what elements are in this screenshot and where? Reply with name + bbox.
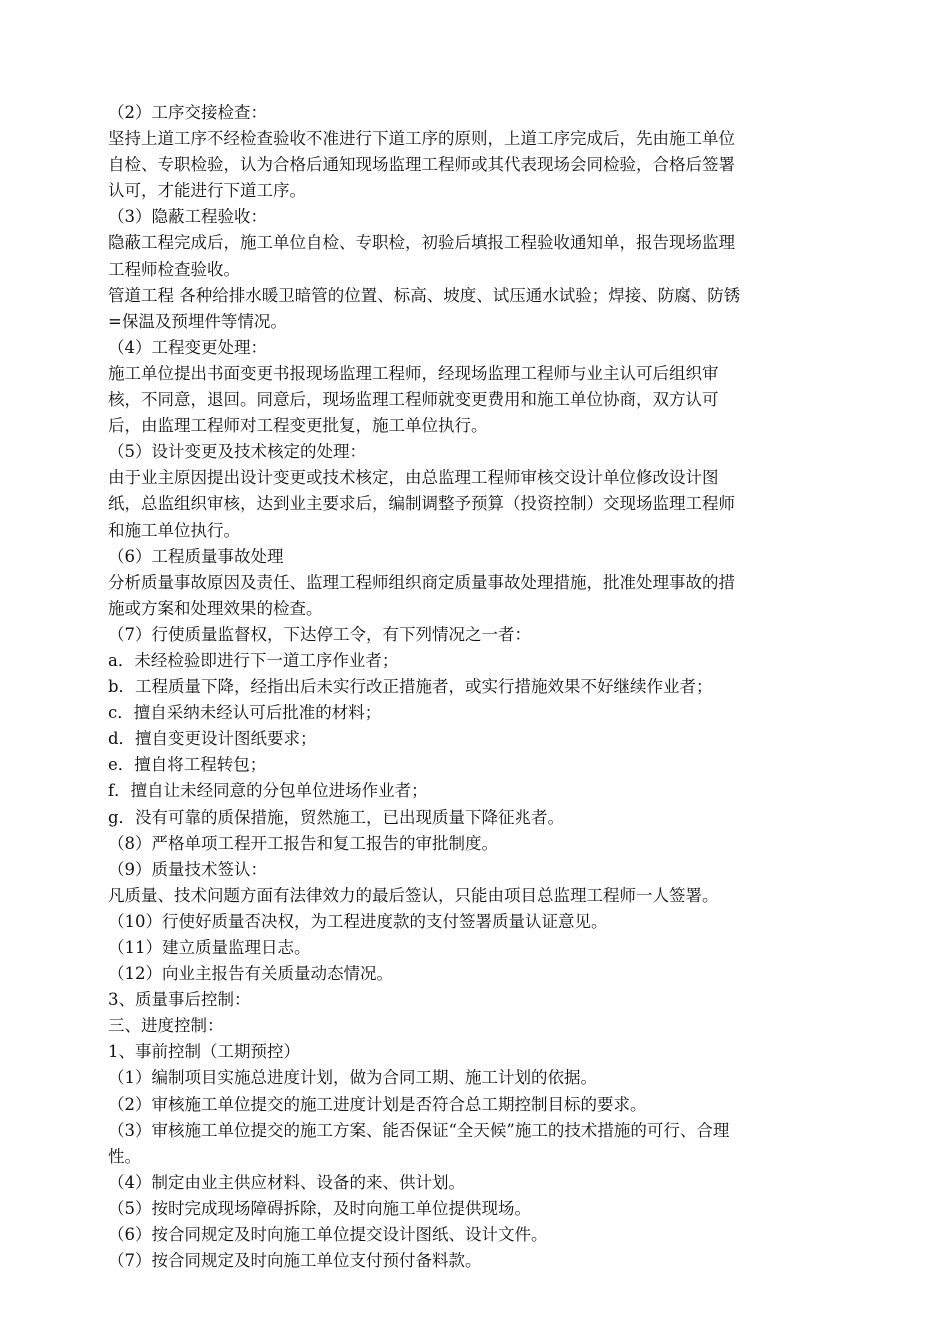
text-line: （9）质量技术签认： [108, 859, 267, 879]
text-line: （2）审核施工单位提交的施工进度计划是否符合总工期控制目标的要求。 [108, 1094, 647, 1114]
text-line: 性。 [108, 1146, 141, 1166]
text-line: 分析质量事故原因及责任、监理工程师组织商定质量事故处理措施，批准处理事故的措 [108, 572, 735, 592]
text-line: 纸，总监组织审核，达到业主要求后，编制调整予预算（投资控制）交现场监理工程师 [108, 494, 735, 514]
text-line: 后，由监理工程师对工程变更批复，施工单位执行。 [108, 416, 488, 436]
text-line: （4）工程变更处理： [108, 337, 267, 357]
text-line: （7）按合同规定及时向施工单位支付预付备料款。 [108, 1251, 482, 1271]
text-line: 认可，才能进行下道工序。 [108, 181, 306, 201]
text-line: （7）行使质量监督权，下达停工令，有下列情况之一者： [108, 624, 531, 644]
text-line: 3、质量事后控制： [108, 990, 251, 1010]
text-line: 1、事前控制（工期预控） [108, 1042, 300, 1062]
text-line: a．未经检验即进行下一道工序作业者； [108, 650, 399, 670]
text-line: e．擅自将工程转包； [108, 755, 267, 775]
text-line: （1）编制项目实施总进度计划，做为合同工期、施工计划的依据。 [108, 1068, 597, 1088]
text-line: （3）审核施工单位提交的施工方案、能否保证“全天候”施工的技术措施的可行、合理 [108, 1120, 730, 1140]
text-line: 坚持上道工序不经检查验收不准进行下道工序的原则，上道工序完成后，先由施工单位 [108, 129, 735, 149]
text-line: （10）行使好质量否决权，为工程进度款的支付签署质量认证意见。 [108, 911, 608, 931]
text-line: 由于业主原因提出设计变更或技术核定，由总监理工程师审核交设计单位修改设计图 [108, 468, 719, 488]
text-line: f．擅自让未经同意的分包单位进场作业者； [108, 781, 428, 801]
text-line: 施或方案和处理效果的检查。 [108, 598, 323, 618]
text-line: 工程师检查验收。 [108, 259, 240, 279]
text-line: 核，不同意，退回。同意后，现场监理工程师就变更费用和施工单位协商，双方认可 [108, 390, 719, 410]
text-line: d．擅自变更设计图纸要求； [108, 729, 317, 749]
text-line: 施工单位提出书面变更书报现场监理工程师，经现场监理工程师与业主认可后组织审 [108, 363, 719, 383]
text-line: （5）按时完成现场障碍拆除，及时向施工单位提供现场。 [108, 1198, 531, 1218]
text-line: （2）工序交接检查： [108, 103, 267, 122]
text-line: （6）按合同规定及时向施工单位提交设计图纸、设计文件。 [108, 1225, 548, 1245]
text-line: （12）向业主报告有关质量动态情况。 [108, 964, 393, 984]
text-line: g．没有可靠的质保措施，贸然施工，已出现质量下降征兆者。 [108, 807, 565, 827]
text-line: c．擅自采纳未经认可后批准的材料； [108, 703, 382, 723]
text-line: （6）工程质量事故处理 [108, 546, 284, 566]
document-body [108, 100, 848, 1274]
text-line: （4）制定由业主供应材料、设备的来、供计划。 [108, 1172, 465, 1192]
text-line: =保温及预埋件等情况。 [108, 311, 287, 331]
text-line: 自检、专职检验，认为合格后通知现场监理工程师或其代表现场会同检验，合格后签署 [108, 155, 735, 175]
text-line: （5）设计变更及技术核定的处理： [108, 442, 366, 462]
text-line: （3）隐蔽工程验收： [108, 207, 267, 227]
text-line: （11）建立质量监理日志。 [108, 938, 311, 957]
text-line: 和施工单位执行。 [108, 520, 240, 540]
text-line: 凡质量、技术问题方面有法律效力的最后签认，只能由项目总监理工程师一人签署。 [108, 885, 719, 905]
text-line: 隐蔽工程完成后，施工单位自检、专职检，初验后填报工程验收通知单，报告现场监理 [108, 233, 735, 253]
text-line: （8）严格单项工程开工报告和复工报告的审批制度。 [108, 833, 498, 853]
text-line: 三、进度控制： [108, 1016, 224, 1036]
text-line: 管道工程 各种给排水暖卫暗管的位置、标高、坡度、试压通水试验；焊接、防腐、防锈 [108, 285, 741, 305]
text-line: b．工程质量下降，经指出后未实行改正措施者，或实行措施效果不好继续作业者； [108, 677, 713, 697]
